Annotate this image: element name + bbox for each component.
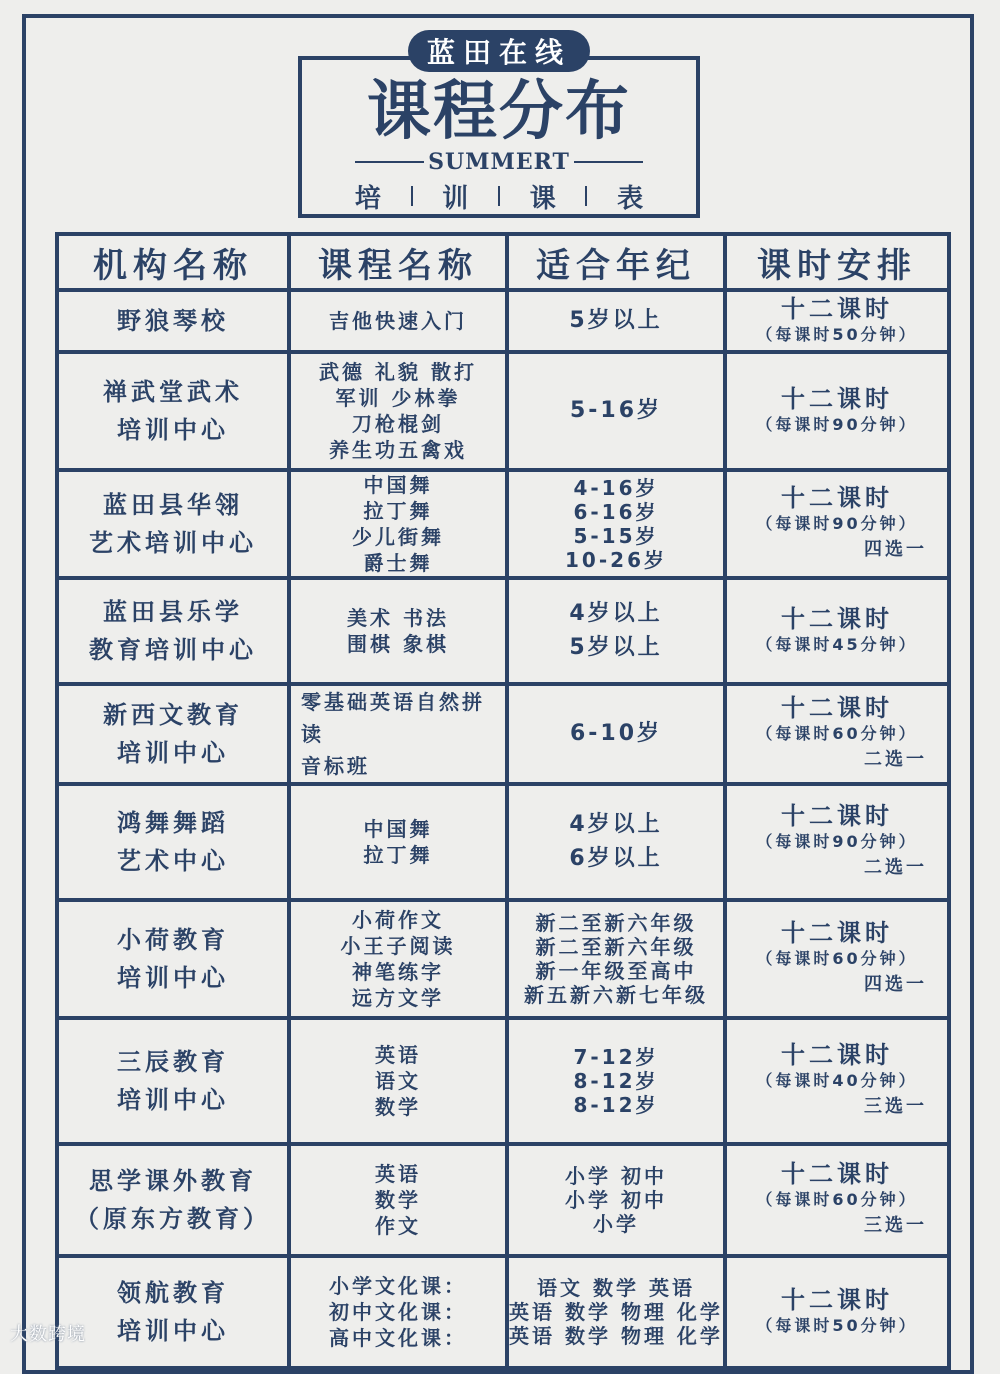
course-cell-line: 美术 书法 bbox=[347, 606, 449, 630]
schedule-duration: （每课时50分钟） bbox=[756, 1316, 918, 1335]
age-cell-line: 4岁以上 bbox=[569, 812, 663, 837]
summer-label: SUMMERT bbox=[428, 149, 570, 175]
age-cell-line: 新一年级至高中 bbox=[535, 959, 697, 983]
page-title: 课程分布 bbox=[367, 75, 631, 149]
subtitle-char: 课 bbox=[529, 183, 556, 214]
age-cell-line: 6-16岁 bbox=[573, 500, 659, 524]
schedule-choice: 四选一 bbox=[864, 974, 927, 995]
schedule-hours: 十二课时 bbox=[781, 385, 893, 413]
age-cell-line: 6岁以上 bbox=[569, 846, 663, 871]
age-cell-line: 8-12岁 bbox=[573, 1069, 659, 1093]
course-cell-line: 小学文化课： bbox=[329, 1274, 467, 1298]
course-cell bbox=[289, 578, 507, 684]
org-cell-line: 领航教育 bbox=[117, 1279, 229, 1307]
online-badge: 蓝田在线 bbox=[408, 30, 590, 72]
schedule-choice: 二选一 bbox=[864, 749, 927, 770]
course-cell bbox=[289, 684, 507, 784]
course-cell-line: 围棋 象棋 bbox=[347, 632, 449, 656]
schedule-cell bbox=[725, 1256, 949, 1368]
course-cell-line: 小王子阅读 bbox=[340, 934, 456, 958]
age-cell-line: 6-10岁 bbox=[569, 721, 663, 746]
table-row bbox=[57, 900, 949, 1018]
org-cell-line: 教育培训中心 bbox=[89, 636, 257, 664]
table-row bbox=[57, 290, 949, 352]
course-cell-line: 初中文化课： bbox=[329, 1300, 467, 1324]
org-cell-line: 三辰教育 bbox=[117, 1048, 229, 1076]
schedule-duration: （每课时60分钟） bbox=[756, 949, 918, 968]
course-cell bbox=[289, 470, 507, 578]
org-cell bbox=[57, 684, 289, 784]
schedule-cell bbox=[725, 290, 949, 352]
course-cell-line: 小荷作文 bbox=[352, 908, 444, 932]
column-header: 课时安排 bbox=[725, 234, 949, 290]
course-cell-line: 军训 少林拳 bbox=[335, 386, 461, 410]
age-cell-line: 小学 初中 bbox=[565, 1164, 667, 1188]
schedule-hours: 十二课时 bbox=[781, 605, 893, 633]
age-cell bbox=[507, 900, 725, 1018]
table-row bbox=[57, 470, 949, 578]
org-cell-line: 培训中心 bbox=[117, 739, 229, 767]
schedule-choice: 四选一 bbox=[864, 539, 927, 560]
schedule-hours: 十二课时 bbox=[781, 694, 893, 722]
schedule-duration: （每课时45分钟） bbox=[756, 635, 918, 654]
age-cell-line: 小学 初中 bbox=[565, 1188, 667, 1212]
schedule-cell bbox=[725, 1144, 949, 1256]
age-cell-line: 7-12岁 bbox=[573, 1045, 659, 1069]
schedule-duration: （每课时40分钟） bbox=[756, 1071, 918, 1090]
schedule-hours: 十二课时 bbox=[781, 484, 893, 512]
age-cell bbox=[507, 1256, 725, 1368]
age-cell-line: 5岁以上 bbox=[569, 308, 663, 333]
org-cell-line: 培训中心 bbox=[117, 1317, 229, 1345]
course-cell-line: 英语 bbox=[375, 1162, 421, 1186]
schedule-hours: 十二课时 bbox=[781, 1286, 893, 1314]
course-cell-line: 武德 礼貌 散打 bbox=[319, 360, 477, 384]
org-cell-line: 思学课外教育 bbox=[89, 1167, 257, 1195]
age-cell bbox=[507, 684, 725, 784]
course-cell-line: 中国舞 bbox=[363, 817, 433, 841]
org-cell bbox=[57, 900, 289, 1018]
course-cell-line: 吉他快速入门 bbox=[329, 309, 467, 333]
course-cell-line: 数学 bbox=[375, 1188, 421, 1212]
table-row bbox=[57, 684, 949, 784]
org-cell bbox=[57, 784, 289, 900]
course-cell bbox=[289, 290, 507, 352]
subtitle bbox=[340, 178, 658, 214]
org-cell-line: 鸿舞舞蹈 bbox=[117, 809, 229, 837]
age-cell-line: 小学 bbox=[593, 1212, 639, 1236]
course-cell bbox=[289, 1144, 507, 1256]
course-cell-line: 作文 bbox=[375, 1214, 421, 1238]
course-cell bbox=[289, 352, 507, 470]
org-cell bbox=[57, 1144, 289, 1256]
course-cell-line: 数学 bbox=[375, 1095, 421, 1119]
column-header: 适合年纪 bbox=[507, 234, 725, 290]
table-row bbox=[57, 1018, 949, 1144]
org-cell-line: 蓝田县华翎 bbox=[103, 491, 243, 519]
schedule-hours: 十二课时 bbox=[781, 295, 893, 323]
course-cell-line: 零基础英语自然拼读 bbox=[301, 690, 485, 746]
course-cell-line: 神笔练字 bbox=[352, 960, 444, 984]
course-cell-line: 拉丁舞 bbox=[363, 499, 433, 523]
schedule-duration: （每课时60分钟） bbox=[756, 1190, 918, 1209]
course-cell bbox=[289, 784, 507, 900]
watermark: 大数跨境 bbox=[10, 1324, 86, 1345]
age-cell bbox=[507, 578, 725, 684]
schedule-cell bbox=[725, 352, 949, 470]
org-cell bbox=[57, 1018, 289, 1144]
table-row bbox=[57, 578, 949, 684]
age-cell-line: 英语 数学 物理 化学 bbox=[509, 1324, 723, 1348]
course-cell-line: 中国舞 bbox=[363, 473, 433, 497]
schedule-hours: 十二课时 bbox=[781, 1041, 893, 1069]
schedule-choice: 三选一 bbox=[864, 1215, 927, 1236]
course-cell-line: 少儿街舞 bbox=[352, 525, 444, 549]
course-cell-line: 刀枪棍剑 bbox=[352, 412, 444, 436]
schedule-cell bbox=[725, 1018, 949, 1144]
org-cell-line: 野狼琴校 bbox=[117, 307, 229, 335]
org-cell bbox=[57, 352, 289, 470]
age-cell-line: 新二至新六年级 bbox=[535, 911, 697, 935]
schedule-hours: 十二课时 bbox=[781, 1160, 893, 1188]
org-cell bbox=[57, 578, 289, 684]
schedule-cell bbox=[725, 784, 949, 900]
schedule-cell bbox=[725, 684, 949, 784]
table-row bbox=[57, 1256, 949, 1368]
org-cell bbox=[57, 290, 289, 352]
age-cell bbox=[507, 470, 725, 578]
age-cell-line: 4岁以上 bbox=[569, 601, 663, 626]
course-cell-line: 养生功五禽戏 bbox=[329, 438, 467, 462]
age-cell bbox=[507, 1144, 725, 1256]
org-cell-line: 培训中心 bbox=[117, 1086, 229, 1114]
schedule-duration: （每课时60分钟） bbox=[756, 724, 918, 743]
age-cell-line: 4-16岁 bbox=[573, 476, 659, 500]
age-cell-line: 英语 数学 物理 化学 bbox=[509, 1300, 723, 1324]
age-cell bbox=[507, 352, 725, 470]
table-row bbox=[57, 784, 949, 900]
course-cell-line: 高中文化课： bbox=[329, 1326, 467, 1350]
age-cell bbox=[507, 1018, 725, 1144]
schedule-duration: （每课时50分钟） bbox=[756, 325, 918, 344]
course-cell-line: 英语 bbox=[375, 1043, 421, 1067]
org-cell bbox=[57, 1256, 289, 1368]
schedule-hours: 十二课时 bbox=[781, 919, 893, 947]
age-cell-line: 新五新六新七年级 bbox=[524, 983, 708, 1007]
age-cell bbox=[507, 290, 725, 352]
org-cell-line: 禅武堂武术 bbox=[103, 378, 243, 406]
course-cell-line: 爵士舞 bbox=[363, 551, 433, 575]
schedule-duration: （每课时90分钟） bbox=[756, 514, 918, 533]
course-cell bbox=[289, 1018, 507, 1144]
org-cell bbox=[57, 470, 289, 578]
course-cell-line: 拉丁舞 bbox=[363, 843, 433, 867]
age-cell-line: 10-26岁 bbox=[565, 548, 667, 572]
age-cell-line: 8-12岁 bbox=[573, 1093, 659, 1117]
org-cell-line: 蓝田县乐学 bbox=[103, 598, 243, 626]
org-cell-line: 艺术中心 bbox=[117, 847, 229, 875]
schedule-cell bbox=[725, 900, 949, 1018]
org-cell-line: 艺术培训中心 bbox=[89, 529, 257, 557]
course-cell bbox=[289, 900, 507, 1018]
age-cell bbox=[507, 784, 725, 900]
age-cell-line: 5-15岁 bbox=[573, 524, 659, 548]
schedule-hours: 十二课时 bbox=[781, 802, 893, 830]
schedule-choice: 三选一 bbox=[864, 1096, 927, 1117]
age-cell-line: 语文 数学 英语 bbox=[537, 1276, 695, 1300]
age-cell-line: 新二至新六年级 bbox=[535, 935, 697, 959]
table-row bbox=[57, 1144, 949, 1256]
schedule-cell bbox=[725, 470, 949, 578]
age-cell-line: 5-16岁 bbox=[569, 398, 663, 423]
course-cell-line: 远方文学 bbox=[352, 986, 444, 1010]
org-cell-line: 小荷教育 bbox=[117, 926, 229, 954]
age-cell-line: 5岁以上 bbox=[569, 635, 663, 660]
org-cell-line: （原东方教育） bbox=[75, 1205, 271, 1233]
subtitle-char: 培 bbox=[354, 183, 381, 214]
course-cell-line: 语文 bbox=[375, 1069, 421, 1093]
org-cell-line: 培训中心 bbox=[117, 964, 229, 992]
column-header: 机构名称 bbox=[57, 234, 289, 290]
course-cell bbox=[289, 1256, 507, 1368]
column-header: 课程名称 bbox=[289, 234, 507, 290]
schedule-duration: （每课时90分钟） bbox=[756, 415, 918, 434]
org-cell-line: 新西文教育 bbox=[103, 701, 243, 729]
course-table bbox=[55, 232, 951, 1370]
subtitle-char: 表 bbox=[617, 183, 644, 214]
schedule-cell bbox=[725, 578, 949, 684]
org-cell-line: 培训中心 bbox=[117, 416, 229, 444]
course-cell-line: 音标班 bbox=[301, 754, 370, 778]
table-header-row bbox=[57, 234, 949, 290]
schedule-choice: 二选一 bbox=[864, 857, 927, 878]
schedule-duration: （每课时90分钟） bbox=[756, 832, 918, 851]
summer-divider bbox=[355, 150, 643, 174]
table-row bbox=[57, 352, 949, 470]
subtitle-char: 训 bbox=[442, 183, 469, 214]
